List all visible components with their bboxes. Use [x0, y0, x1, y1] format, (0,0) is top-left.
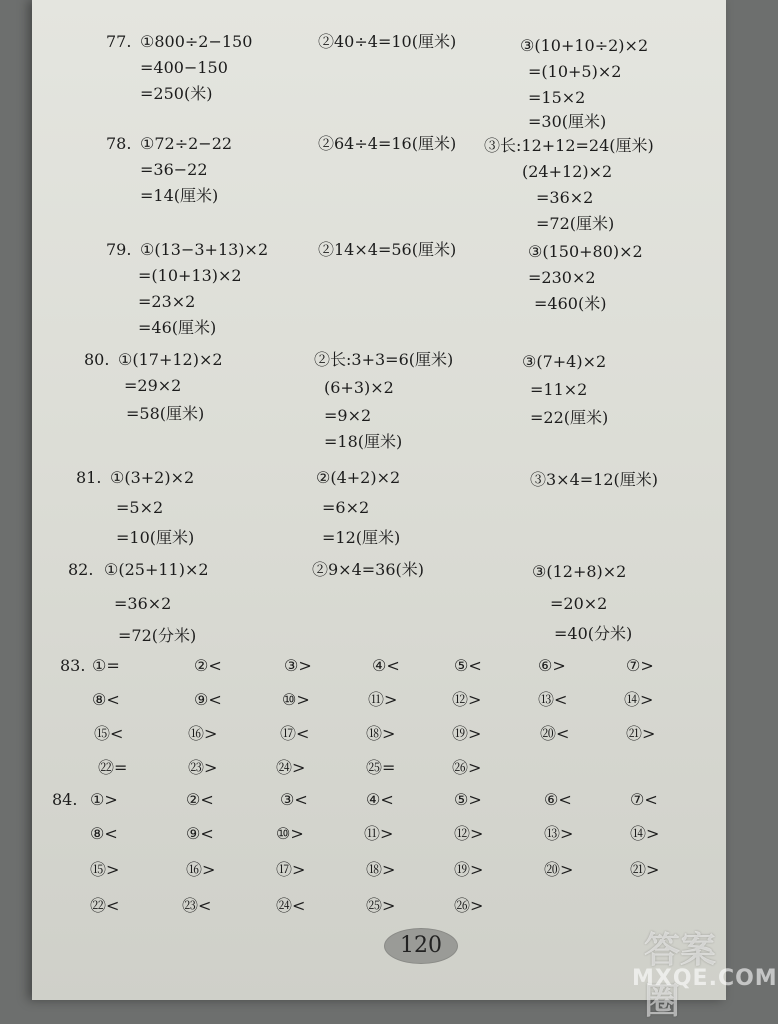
compare-answer: ㉖>	[452, 758, 482, 777]
answer-line: ②64÷4=16(厘米)	[318, 134, 457, 153]
answer-line: =9×2	[324, 406, 372, 425]
answer-line: =14(厘米)	[140, 186, 219, 205]
compare-answer: ①=	[92, 656, 120, 675]
compare-answer: ㉓>	[188, 758, 218, 777]
answer-line: =23×2	[138, 292, 196, 311]
page	[32, 0, 778, 1022]
compare-answer: ⑦>	[626, 656, 654, 675]
problem-number: 77.	[106, 32, 132, 51]
problem-number: 84.	[52, 790, 78, 809]
answer-line: =(10+13)×2	[138, 266, 242, 285]
compare-answer: ⑬<	[538, 690, 568, 709]
compare-answer: ㉔>	[276, 758, 306, 777]
answer-line: (6+3)×2	[324, 378, 394, 397]
answer-line: =30(厘米)	[528, 112, 607, 131]
compare-answer: ⑫>	[452, 690, 482, 709]
problem-number: 78.	[106, 134, 132, 153]
answer-line: (24+12)×2	[522, 162, 613, 181]
answer-line: =15×2	[528, 88, 586, 107]
answer-line: =36−22	[140, 160, 208, 179]
answer-line: ③长:12+12=24(厘米)	[484, 136, 654, 155]
compare-answer: ⑫>	[454, 824, 484, 843]
answer-line: ①(3+2)×2	[110, 468, 195, 487]
compare-answer: ⑪>	[368, 690, 398, 709]
answer-line: ③(7+4)×2	[522, 352, 607, 371]
compare-answer: ㉓<	[182, 896, 212, 915]
compare-answer: ⑪>	[364, 824, 394, 843]
answer-line: ①800÷2−150	[140, 32, 253, 51]
compare-answer: ⑮<	[94, 724, 124, 743]
compare-answer: ④<	[366, 790, 394, 809]
compare-answer: ⑦<	[630, 790, 658, 809]
compare-answer: ⑤<	[454, 656, 482, 675]
answer-line: =250(米)	[140, 84, 213, 103]
compare-answer: ⑯>	[186, 860, 216, 879]
answer-line: =460(米)	[534, 294, 607, 313]
answer-line: =12(厘米)	[322, 528, 401, 547]
answer-line: =230×2	[528, 268, 596, 287]
page-number: 120	[384, 928, 458, 964]
compare-answer: ⑧<	[90, 824, 118, 843]
compare-answer: ②<	[186, 790, 214, 809]
answer-line: =(10+5)×2	[528, 62, 622, 81]
answer-line: =11×2	[530, 380, 588, 399]
compare-answer: ⑲>	[452, 724, 482, 743]
compare-answer: ⑨<	[194, 690, 222, 709]
compare-answer: ③>	[284, 656, 312, 675]
watermark-url: MXQE.COM	[632, 966, 778, 991]
answer-line: =72(厘米)	[536, 214, 615, 233]
compare-answer: ㉔<	[276, 896, 306, 915]
compare-answer: ⑥<	[544, 790, 572, 809]
answer-line: =58(厘米)	[126, 404, 205, 423]
answer-line: =36×2	[536, 188, 594, 207]
problem-number: 81.	[76, 468, 102, 487]
answer-line: =400−150	[140, 58, 228, 77]
problem-number: 82.	[68, 560, 94, 579]
answer-line: ②40÷4=10(厘米)	[318, 32, 457, 51]
compare-answer: ⑳<	[540, 724, 570, 743]
compare-answer: ②<	[194, 656, 222, 675]
answer-line: =29×2	[124, 376, 182, 395]
compare-answer: ⑤>	[454, 790, 482, 809]
watermark-logo: 答案圈	[644, 930, 717, 1022]
compare-answer: ㉕>	[366, 896, 396, 915]
compare-answer: ㉑>	[626, 724, 656, 743]
answer-line: ③(10+10÷2)×2	[520, 36, 649, 55]
compare-answer: ⑰>	[276, 860, 306, 879]
compare-answer: ⑭>	[624, 690, 654, 709]
answer-line: ②9×4=36(米)	[312, 560, 425, 579]
compare-answer: ①>	[90, 790, 118, 809]
compare-answer: ㉖>	[454, 896, 484, 915]
compare-answer: ⑱>	[366, 860, 396, 879]
answer-line: ①72÷2−22	[140, 134, 233, 153]
compare-answer: ⑭>	[630, 824, 660, 843]
answer-line: ③(150+80)×2	[528, 242, 643, 261]
answer-line: =18(厘米)	[324, 432, 403, 451]
compare-answer: ⑥>	[538, 656, 566, 675]
compare-answer: ⑲>	[454, 860, 484, 879]
compare-answer: ⑨<	[186, 824, 214, 843]
answer-line: ③(12+8)×2	[532, 562, 627, 581]
answer-line: =6×2	[322, 498, 370, 517]
answer-line: ①(25+11)×2	[104, 560, 209, 579]
problem-number: 80.	[84, 350, 110, 369]
answer-line: ③3×4=12(厘米)	[530, 470, 659, 489]
compare-answer: ④<	[372, 656, 400, 675]
answer-line: ①(17+12)×2	[118, 350, 223, 369]
compare-answer: ⑰<	[280, 724, 310, 743]
answer-line: ②14×4=56(厘米)	[318, 240, 457, 259]
compare-answer: ⑳>	[544, 860, 574, 879]
problem-number: 79.	[106, 240, 132, 259]
compare-answer: ㉒<	[90, 896, 120, 915]
compare-answer: ③<	[280, 790, 308, 809]
compare-answer: ㉑>	[630, 860, 660, 879]
answer-line: ①(13−3+13)×2	[140, 240, 269, 259]
answer-line: =36×2	[114, 594, 172, 613]
compare-answer: ⑧<	[92, 690, 120, 709]
answer-line: =72(分米)	[118, 626, 197, 645]
compare-answer: ⑱>	[366, 724, 396, 743]
answer-line: ②长:3+3=6(厘米)	[314, 350, 454, 369]
answer-line: =10(厘米)	[116, 528, 195, 547]
problem-number: 83.	[60, 656, 86, 675]
compare-answer: ㉕=	[366, 758, 396, 777]
compare-answer: ⑩>	[276, 824, 304, 843]
compare-answer: ⑩>	[282, 690, 310, 709]
compare-answer: ⑯>	[188, 724, 218, 743]
compare-answer: ㉒=	[98, 758, 128, 777]
answer-line: =20×2	[550, 594, 608, 613]
answer-line: =40(分米)	[554, 624, 633, 643]
answer-line: ②(4+2)×2	[316, 468, 401, 487]
compare-answer: ⑮>	[90, 860, 120, 879]
compare-answer: ⑬>	[544, 824, 574, 843]
answer-line: =5×2	[116, 498, 164, 517]
answer-line: =46(厘米)	[138, 318, 217, 337]
answer-line: =22(厘米)	[530, 408, 609, 427]
